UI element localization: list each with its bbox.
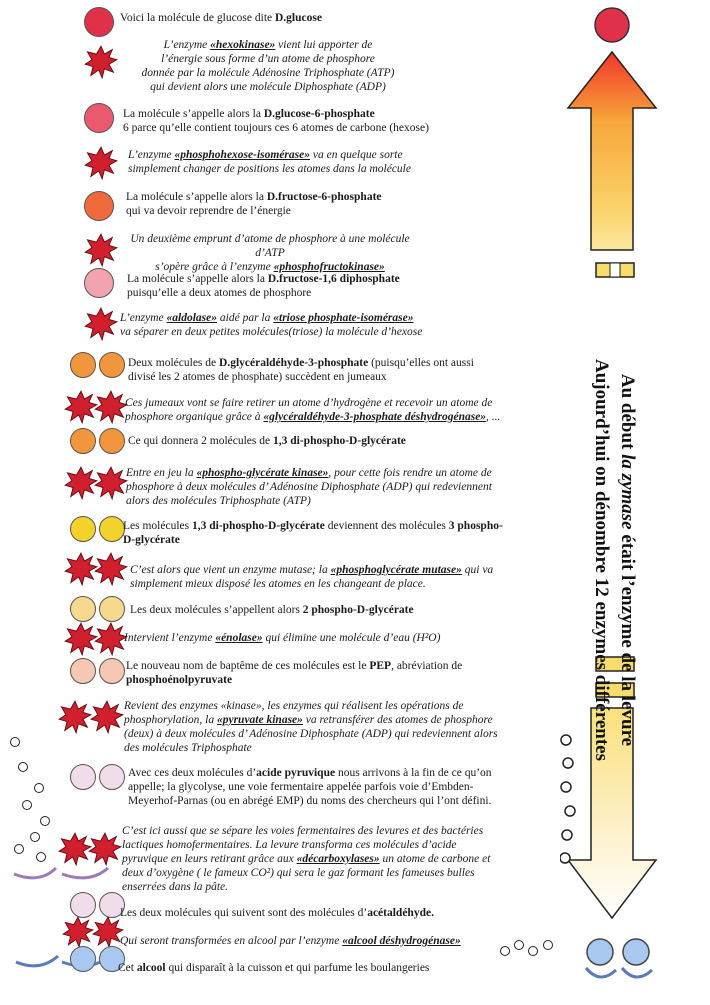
molecule-circle-icon xyxy=(84,191,114,221)
step-aldolase: L’enzyme «aldolase» aidé par la «triose phosphate-isomérase» va séparer en deux petites molécules(triose) la molécule d’hexose xyxy=(120,312,423,338)
molecule-circle-icon xyxy=(70,516,96,542)
step-enolase: Intervient l’enzyme «énolase» qui élimine une molécule d’eau (H²O) xyxy=(124,632,441,644)
step-alcohol: Cet alcool qui disparaît à la cuisson et qui parfume les boulangeries xyxy=(118,962,430,974)
step-alcohol-dehydrogenase: Qui seront transformées en alcool par l’enzyme «alcool déshydrogénase» xyxy=(120,935,461,947)
top-molecule-icon xyxy=(595,8,629,42)
molecule-circle-icon xyxy=(70,946,96,972)
enzyme-star-icon xyxy=(88,832,122,866)
step-pyruvate-kinase: Revient des enzymes «kinase», les enzymes qui réalisent les opérations de phosphorylation, la «pyruvate kinase» va retransférer des atomes de phosphore (deux) à deux molécules d’ Adénosine Diphosphate (ADP) qui redeviennent alors des molécules Triphosphate xyxy=(124,700,498,754)
step-phosphohexose-isomerase: L’enzyme «phosphohexose-isomérase» va en quelque sorte simplement changer de positions les atomes dans la molécule xyxy=(128,149,411,175)
side-caption-line1: Au début la zymase était l’enzyme de la levure xyxy=(617,373,638,747)
gas-bubble-icon xyxy=(40,816,50,826)
step-decarboxylases: C’est ici aussi que se sépare les voies fermentaires des levures et des bactéries lactiques homofermentaires. La levure transforma ces molécules d’acide pyruvique en leurs retirant grâce aux «décarboxylases» un atome de carbone et deux d’oxygène ( le fameux CO²) qui sera le gaz formant les fameuses bulles enserrées dans la pâte. xyxy=(122,825,491,893)
molecule-circle-icon xyxy=(99,596,125,622)
step-glucose: Voici la molécule de glucose dite D.glucose xyxy=(120,12,322,24)
step-hexokinase: L’enzyme «hexokinase» vient lui apporter de l’énergie sous forme d’un atome de phosphore donnée par la molécule Adénosine Triphosphate (ATP) qui devient alors une molécule Diphosphate (ADP) xyxy=(141,39,395,93)
side-caption xyxy=(572,300,640,820)
enzyme-star-icon xyxy=(58,700,92,734)
enzyme-star-icon xyxy=(94,466,128,500)
up-arrow-icon xyxy=(568,52,656,250)
molecule-circle-icon xyxy=(99,658,125,684)
step-phosphoglycerate-mutase: C’est alors que vient un enzyme mutase; la «phosphoglycérate mutase» qui va simplement mieux disposé les atomes en les changeant de place. xyxy=(130,564,494,590)
enzyme-star-icon xyxy=(64,622,98,656)
molecule-circle-icon xyxy=(587,939,613,965)
step-pyruvic-acid: Avec ces deux molécules d’acide pyruvique nous arrivons à la fin de ce qu’on appelle; la glycolyse, une voie fermentaire appelée parfois voie d’Embden- Meyerhof-Parnas (ou en abrégé EMP) du noms des chercheurs qui l’ont défini. xyxy=(128,767,492,807)
step-g3p-dehydrogenase: Ces jumeaux vont se faire retirer un atome d’hydrogène et recevoir un atome de phosphore organique grâce à «glycéraldéhyde-3-phosphate déshydrogénase», ... xyxy=(125,397,501,423)
enzyme-star-icon xyxy=(90,700,124,734)
enzyme-star-icon xyxy=(58,832,92,866)
swirl-arrow-icon xyxy=(14,868,56,878)
molecule-circle-icon xyxy=(99,764,125,790)
gas-bubble-icon xyxy=(543,940,553,950)
gas-bubble-icon xyxy=(30,832,40,842)
molecule-circle-icon xyxy=(70,658,96,684)
step-fructose-1-6-diphosphate: La molécule s’appelle alors la D.fructose-1,6 diphosphate puisqu’elle a deux atomes de phosphore xyxy=(127,273,400,299)
step-glucose-6-phosphate: La molécule s’appelle alors la D.glucose-6-phosphate 6 parce qu’elle contient toujours ces 6 atomes de carbone (hexose) xyxy=(123,108,429,134)
enzyme-star-icon xyxy=(64,552,98,586)
step-phosphoglycerate-kinase: Entre en jeu la «phospho-glycérate kinase», pour cette fois rendre un atome de phosphore à deux molécules d’ Adénosine Diphosphate (ADP) qui redeviennent alors des molécules Triphosphate (ATP) xyxy=(126,467,492,507)
molecule-circle-icon xyxy=(70,764,96,790)
molecule-circle-icon xyxy=(70,428,96,454)
enzyme-star-icon xyxy=(64,390,98,424)
gas-bubble-icon xyxy=(10,737,20,747)
molecule-circle-icon xyxy=(84,103,114,133)
enzyme-star-icon xyxy=(84,233,118,267)
enzyme-star-icon xyxy=(84,45,118,79)
gas-bubble-icon xyxy=(14,844,24,854)
molecule-circle-icon xyxy=(70,352,96,378)
molecule-circle-icon xyxy=(99,516,125,542)
step-phosphofructokinase: Un deuxième emprunt d’atome de phosphore à une molécule d’ATP s’opère grâce à l’enzyme «phosphofructokinase» xyxy=(130,233,410,273)
gas-bubble-icon xyxy=(500,946,510,956)
enzyme-star-icon xyxy=(94,552,128,586)
enzyme-star-icon xyxy=(94,390,128,424)
side-caption-line2: Aujourd’hui on dénombre 12 enzymes différentes xyxy=(591,359,612,761)
swirl-arrow-icon xyxy=(586,968,616,977)
step-fructose-6-phosphate: La molécule s’appelle alors la D.fructose-6-phosphate qui va devoir reprendre de l’énergie xyxy=(126,191,382,217)
step-pep: Le nouveau nom de baptême de ces molécules est le PEP, abréviation de phosphoénolpyruvate xyxy=(126,660,463,686)
gas-bubble-icon xyxy=(18,762,28,772)
gas-bubble-icon xyxy=(22,800,32,810)
gas-bubble-icon xyxy=(514,940,524,950)
step-1-3-diphosphoglycerate: Ce qui donnera 2 molécules de 1,3 di-phospho-D-glycérate xyxy=(128,435,406,447)
step-glyceraldehyde-3-phosphate: Deux molécules de D.glycéraldéhyde-3-phosphate (puisqu’elles ont aussi divisé les 2 atomes de phosphate) succèdent en jumeaux xyxy=(128,357,474,383)
gas-bubble-icon xyxy=(528,946,538,956)
molecule-circle-icon xyxy=(99,428,125,454)
gas-bubble-icon xyxy=(34,783,44,793)
swirl-arrow-icon xyxy=(62,868,108,878)
enzyme-star-icon xyxy=(84,146,118,180)
molecule-circle-icon xyxy=(84,268,114,298)
molecule-circle-icon xyxy=(84,7,114,37)
swirl-arrow-icon xyxy=(16,956,58,966)
enzyme-star-icon xyxy=(64,466,98,500)
step-2-phosphoglycerate: Les deux molécules s’appellent alors 2 phospho-D-glycérate xyxy=(130,604,414,616)
enzyme-star-icon xyxy=(84,307,118,341)
molecule-circle-icon xyxy=(99,352,125,378)
molecule-circle-icon xyxy=(70,596,96,622)
enzyme-star-icon xyxy=(94,622,128,656)
enzyme-star-icon xyxy=(62,916,94,948)
molecule-circle-icon xyxy=(623,939,649,965)
molecule-circle-icon xyxy=(70,892,96,918)
step-3-phosphoglycerate: Les molécules 1,3 di-phospho-D-glycérate deviennent des molécules 3 phospho- D-glycérate xyxy=(123,520,503,546)
step-acetaldehyde: Les deux molécules qui suivent sont des molécules d’acétaldéhyde. xyxy=(120,907,434,919)
swirl-arrow-icon xyxy=(622,968,652,977)
